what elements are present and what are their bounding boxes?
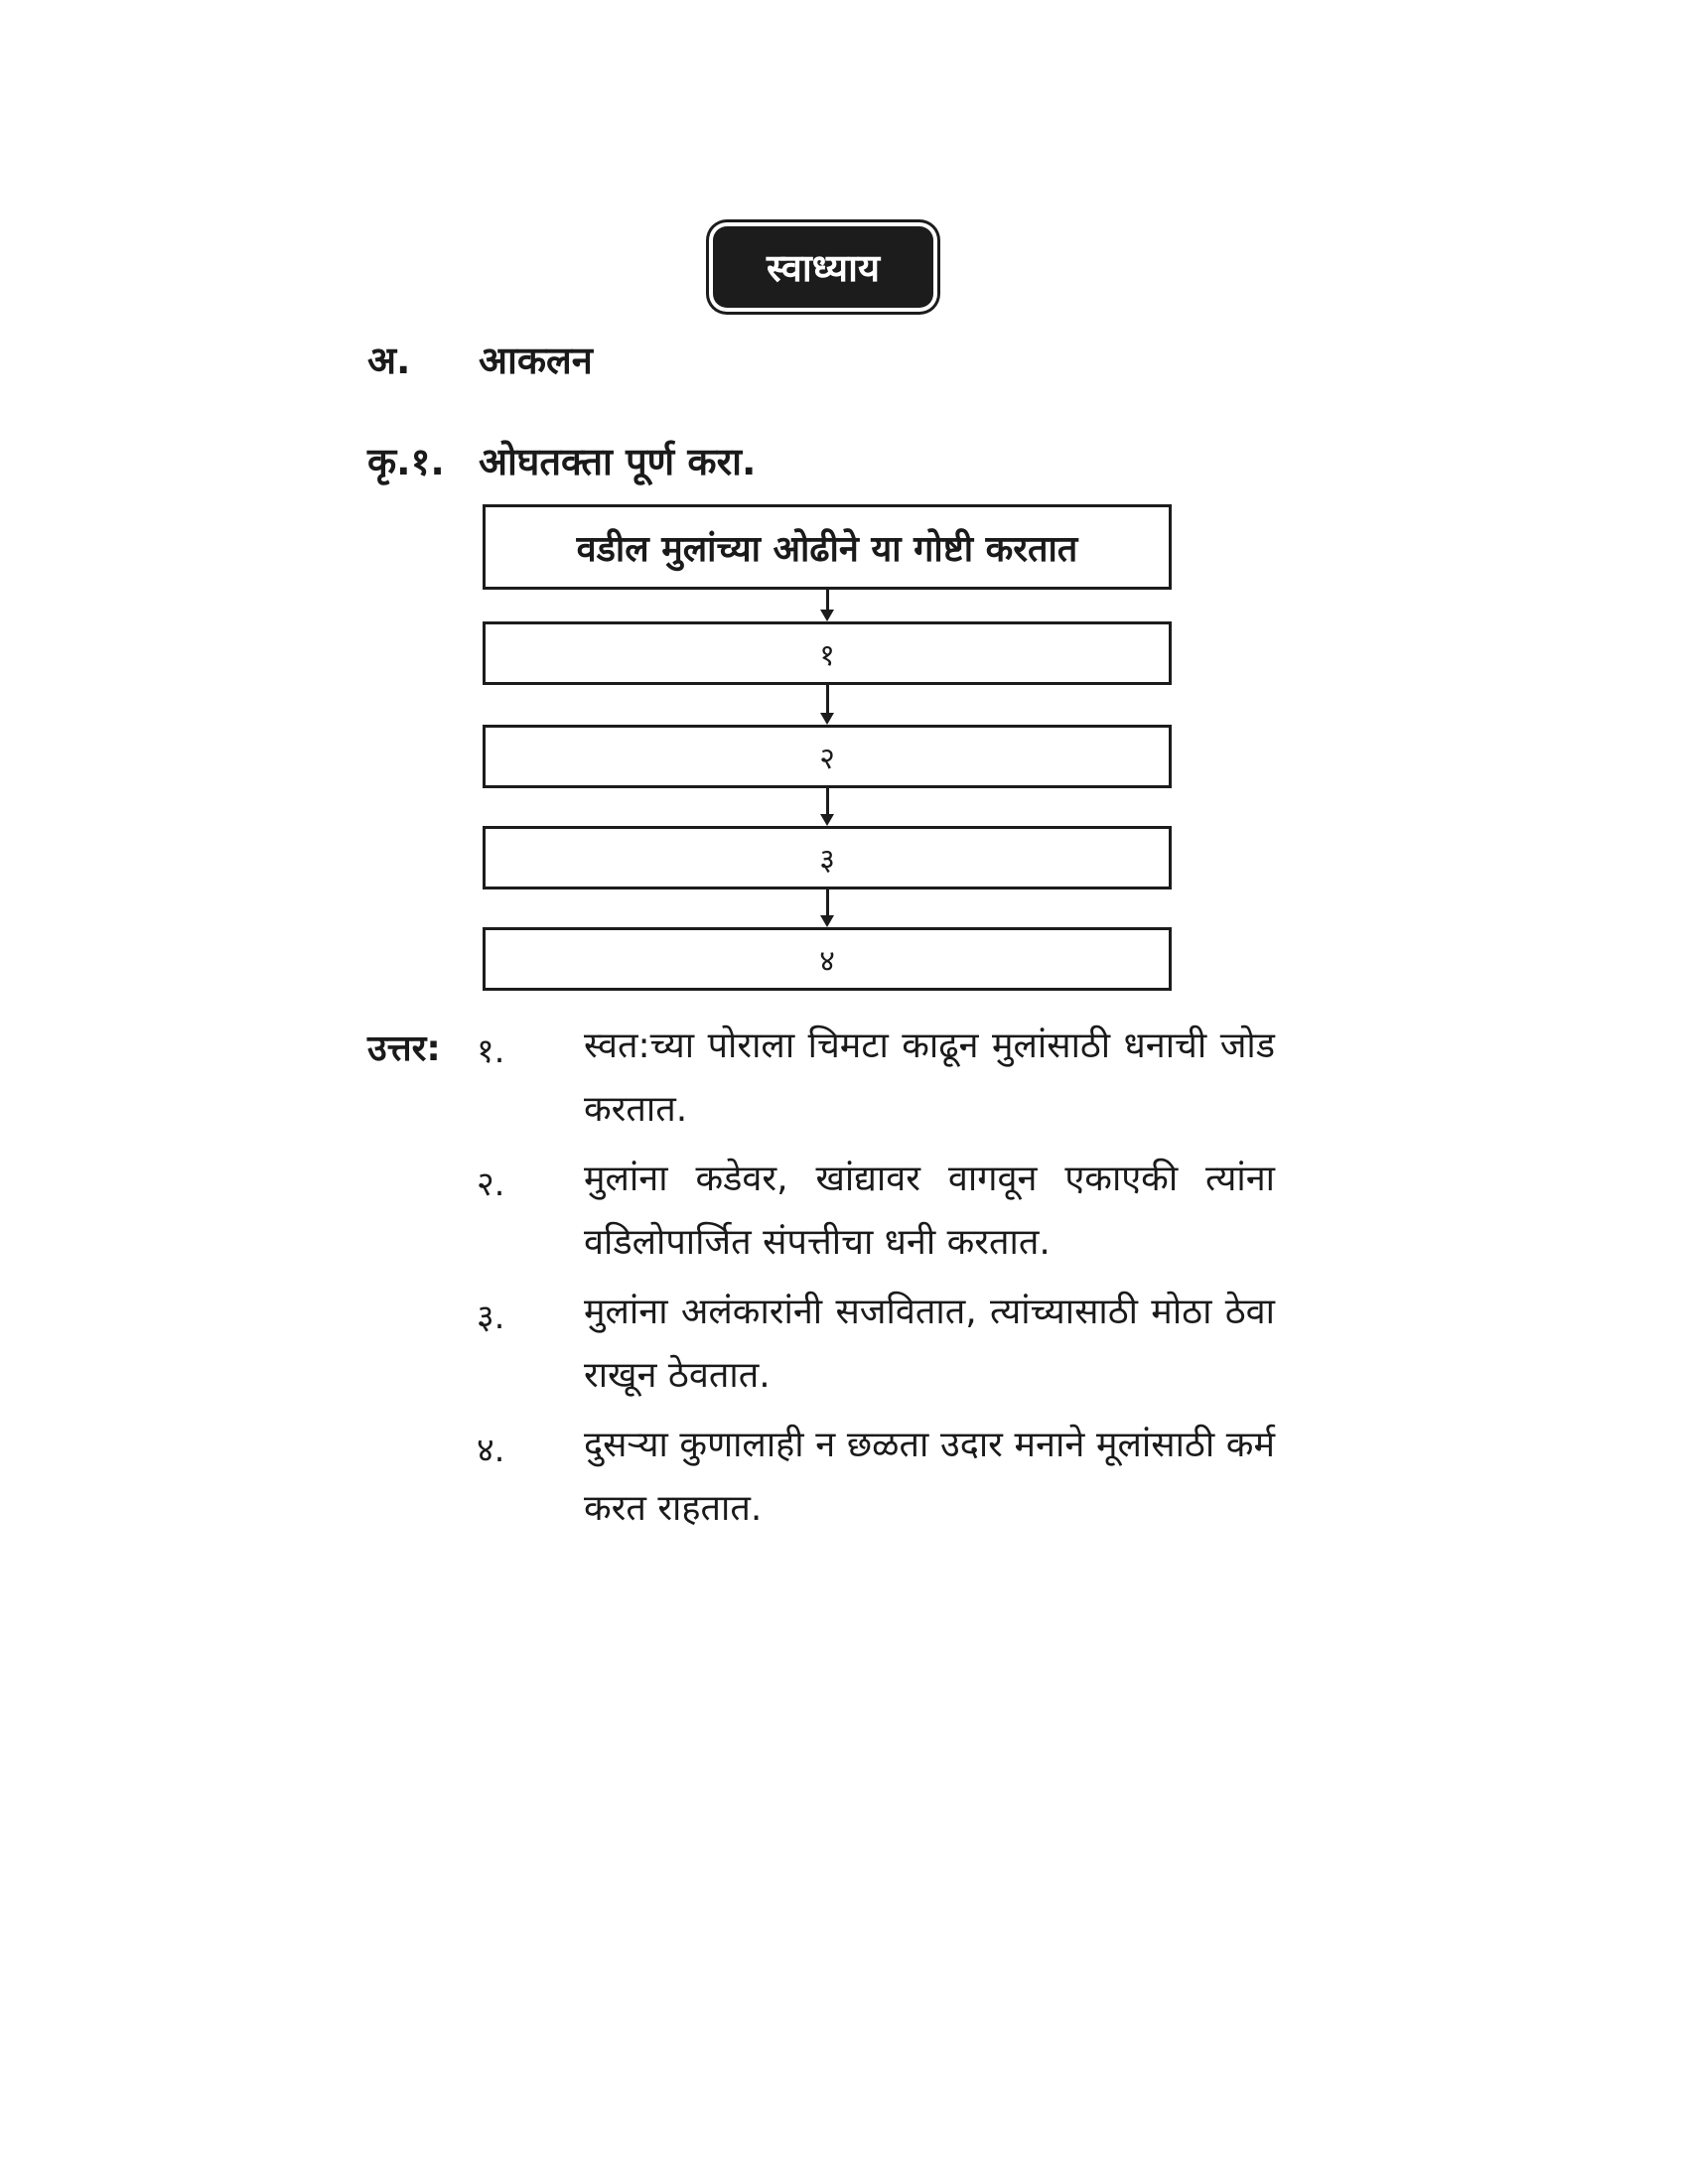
question-number: कृ.१. [367,440,445,483]
heading-badge [713,226,933,308]
section-title: आकलन [479,339,593,382]
answer-item-text: मुलांना कडेवर, खांद्यावर वागवून एकाएकी त्यांना वडिलोपार्जित संपत्तीचा धनी करतात. [584,1159,1275,1263]
answer-item-number: ४. [477,1431,505,1470]
flowchart-head-box: वडील मुलांच्या ओढीने या गोष्टी करतात [483,504,1172,590]
flowchart-slot-2: २ [483,725,1172,788]
answer-item-number: १. [477,1031,505,1071]
answer-item-number: ३. [477,1297,505,1337]
flowchart-slot-3: ३ [483,826,1172,889]
flowchart-slot-4: ४ [483,927,1172,991]
flowchart-slot-1: १ [483,621,1172,685]
answer-item-number: २. [477,1164,505,1204]
question-text: ओघतक्ता पूर्ण करा. [479,440,757,483]
section-marker: अ. [367,339,411,382]
answer-item-text: मुलांना अलंकारांनी सजवितात, त्यांच्यासाठी मोठा ठेवा राखून ठेवतात. [584,1292,1275,1396]
answer-label: उत्तर: [367,1028,441,1069]
answer-item-text: स्वत:च्या पोराला चिमटा काढून मुलांसाठी धनाची जोड करतात. [584,1025,1275,1130]
heading-badge-text: स्वाध्याय [767,246,880,290]
answer-item-text: दुसऱ्या कुणालाही न छळता उदार मनाने मूलांसाठी कर्म करत राहतात. [584,1425,1275,1529]
